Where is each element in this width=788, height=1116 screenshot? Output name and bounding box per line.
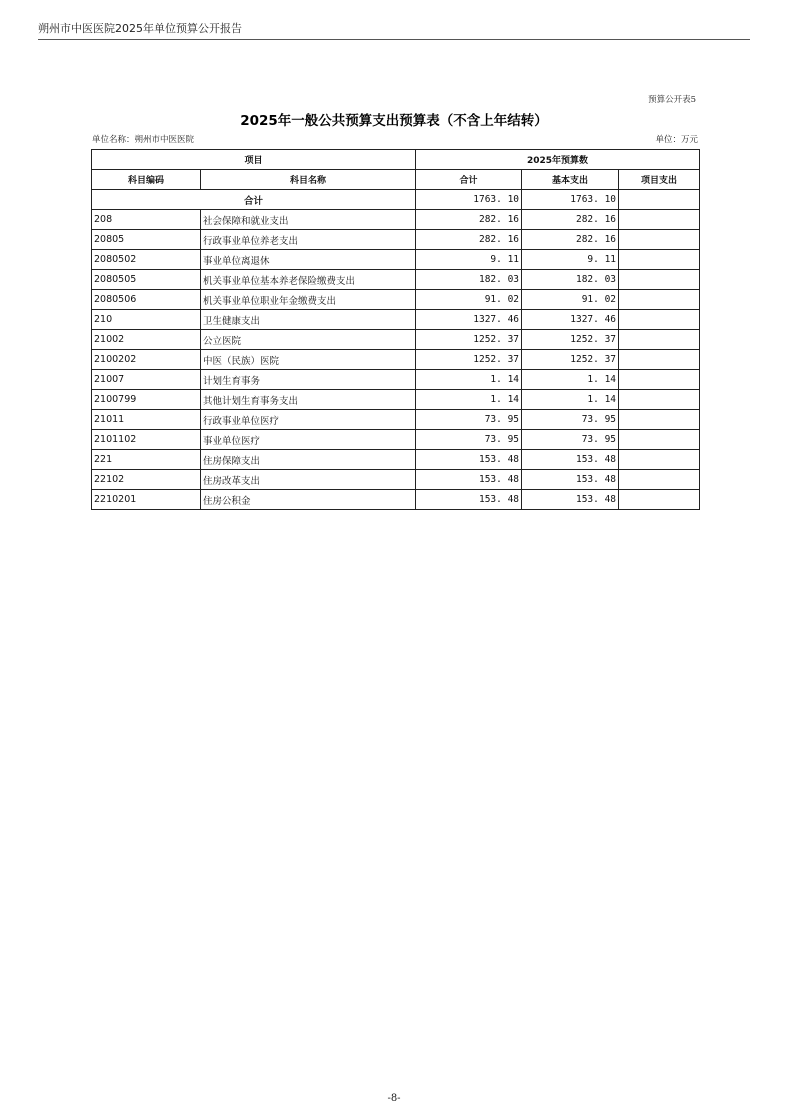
table-row [92,330,700,350]
row-basic: 182. 03 [522,270,619,290]
unit-name: 单位名称：朔州市中医医院 [92,135,195,145]
row-project [619,470,700,490]
row-total: 1. 14 [416,390,522,410]
row-basic: 9. 11 [522,250,619,270]
page-header-title: 朔州市中医医院2025年单位预算公开报告 [38,22,242,35]
row-total: 1252. 37 [416,350,522,370]
row-basic: 1. 14 [522,370,619,390]
row-code: 2100799 [92,390,201,410]
row-basic: 1. 14 [522,390,619,410]
group-header-budget: 2025年预算数 [416,150,700,170]
table-body [92,190,700,510]
total-value: 1763. 10 [416,190,522,210]
page-number: -8- [387,1093,401,1104]
row-name: 社会保障和就业支出 [201,210,416,230]
row-total: 1327. 46 [416,310,522,330]
row-name: 中医（民族）医院 [201,350,416,370]
row-code: 210 [92,310,201,330]
row-name: 行政事业单位医疗 [201,410,416,430]
row-project [619,450,700,470]
row-project [619,230,700,250]
row-basic: 1252. 37 [522,330,619,350]
budget-table [91,149,700,510]
table-row [92,390,700,410]
column-header-name: 科目名称 [201,170,416,190]
row-code: 2080502 [92,250,201,270]
row-code: 2080506 [92,290,201,310]
row-project [619,370,700,390]
meta-row [92,133,698,145]
row-basic: 91. 02 [522,290,619,310]
row-name: 公立医院 [201,330,416,350]
row-name: 其他计划生育事务支出 [201,390,416,410]
table-row [92,350,700,370]
column-header-total: 合计 [416,170,522,190]
row-basic: 1252. 37 [522,350,619,370]
row-total: 91. 02 [416,290,522,310]
table-column-header-row [92,170,700,190]
row-basic: 153. 48 [522,470,619,490]
row-code: 21011 [92,410,201,430]
table-row [92,230,700,250]
total-project-value [619,190,700,210]
row-name: 事业单位医疗 [201,430,416,450]
table-row [92,450,700,470]
row-total: 1252. 37 [416,330,522,350]
total-row [92,190,700,210]
row-code: 2080505 [92,270,201,290]
table-row [92,310,700,330]
row-basic: 153. 48 [522,490,619,510]
currency-unit: 单位：万元 [655,135,698,145]
row-basic: 1327. 46 [522,310,619,330]
table-row [92,210,700,230]
column-header-code: 科目编码 [92,170,201,190]
row-project [619,290,700,310]
row-code: 2101102 [92,430,201,450]
row-project [619,210,700,230]
row-code: 21007 [92,370,201,390]
row-code: 221 [92,450,201,470]
page-header [38,14,750,40]
row-basic: 153. 48 [522,450,619,470]
row-basic: 73. 95 [522,410,619,430]
row-name: 住房保障支出 [201,450,416,470]
table-row [92,370,700,390]
column-header-basic: 基本支出 [522,170,619,190]
row-name: 住房公积金 [201,490,416,510]
row-total: 282. 16 [416,210,522,230]
row-code: 208 [92,210,201,230]
row-name: 行政事业单位养老支出 [201,230,416,250]
row-name: 卫生健康支出 [201,310,416,330]
row-total: 282. 16 [416,230,522,250]
row-project [619,490,700,510]
total-label: 合计 [92,190,416,210]
row-project [619,310,700,330]
row-project [619,430,700,450]
row-project [619,250,700,270]
table-row [92,270,700,290]
row-name: 机关事业单位职业年金缴费支出 [201,290,416,310]
row-name: 事业单位离退休 [201,250,416,270]
row-total: 153. 48 [416,450,522,470]
table-row [92,410,700,430]
table-row [92,430,700,450]
row-project [619,350,700,370]
row-name: 住房改革支出 [201,470,416,490]
row-code: 2100202 [92,350,201,370]
row-project [619,390,700,410]
row-basic: 73. 95 [522,430,619,450]
document-title: 2025年一般公共预算支出预算表（不含上年结转） [240,113,548,129]
row-name: 机关事业单位基本养老保险缴费支出 [201,270,416,290]
row-code: 21002 [92,330,201,350]
row-code: 20805 [92,230,201,250]
table-row [92,290,700,310]
row-code: 2210201 [92,490,201,510]
row-project [619,410,700,430]
table-row [92,490,700,510]
row-name: 计划生育事务 [201,370,416,390]
total-basic-value: 1763. 10 [522,190,619,210]
row-total: 9. 11 [416,250,522,270]
group-header-project: 项目 [92,150,416,170]
row-total: 182. 03 [416,270,522,290]
row-total: 73. 95 [416,430,522,450]
row-total: 1. 14 [416,370,522,390]
row-total: 153. 48 [416,490,522,510]
row-project [619,270,700,290]
row-basic: 282. 16 [522,230,619,250]
row-total: 153. 48 [416,470,522,490]
row-basic: 282. 16 [522,210,619,230]
table-row [92,250,700,270]
table-row [92,470,700,490]
table-group-header-row [92,150,700,170]
row-code: 22102 [92,470,201,490]
row-project [619,330,700,350]
column-header-project: 项目支出 [619,170,700,190]
row-total: 73. 95 [416,410,522,430]
form-number: 预算公开表5 [648,95,696,105]
